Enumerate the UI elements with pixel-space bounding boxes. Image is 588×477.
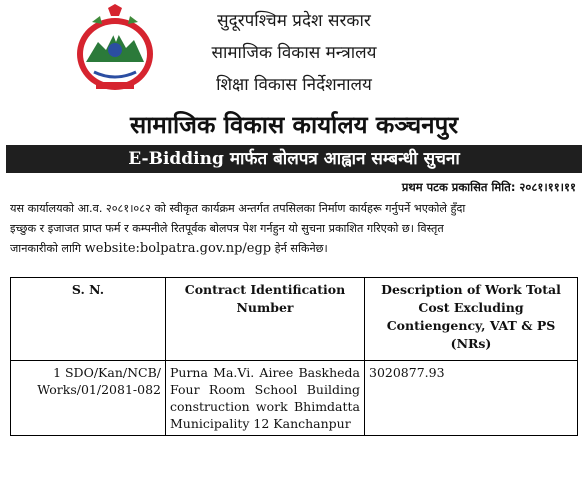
cell-sn-contract-id: 1 SDO/Kan/NCB/ Works/01/2081-082 bbox=[11, 361, 166, 436]
table-header-row bbox=[11, 278, 578, 361]
website-link[interactable]: website:bolpatra.gov.np/egp bbox=[84, 241, 272, 256]
header-sn: S. N. bbox=[11, 278, 166, 361]
notice-paragraph bbox=[10, 199, 578, 259]
notice-line-3-suffix: हेर्न सकिनेछ। bbox=[271, 242, 328, 255]
banner-english-text: E-Bidding bbox=[128, 149, 224, 169]
bid-table bbox=[10, 277, 578, 436]
notice-line-3 bbox=[10, 239, 578, 259]
directorate-name-line: शिक्षा विकास निर्देशनालय bbox=[216, 75, 372, 95]
ministry-name-line: सामाजिक विकास मन्त्रालय bbox=[211, 43, 377, 63]
published-date: प्रथम पटक प्रकासित मिति: २०८१।११।११ bbox=[401, 180, 576, 194]
office-title: सामाजिक विकास कार्यालय कञ्चनपुर bbox=[129, 111, 459, 139]
header-description: Description of Work Total Cost Excluding Contiengency, VAT & PS (NRs) bbox=[365, 278, 578, 361]
notice-line-3-prefix: जानकारीको लागि bbox=[10, 242, 85, 255]
cell-total-cost: 3020877.93 bbox=[365, 361, 578, 436]
cell-work-description: Purna Ma.Vi. Airee Baskheda Four Room School Building construction work Bhimdatta Municipality 12 Kanchanpur bbox=[166, 361, 365, 436]
notice-line-1: यस कार्यालयको आ.व. २०८१।०८२ को स्वीकृत कार्यक्रम अन्तर्गत तपसिलका निर्माण कार्यहरू गर्नुपर्ने भएकोले हुँदा bbox=[10, 202, 466, 215]
ministry-province-line: सुदूरपश्चिम प्रदेश सरकार bbox=[217, 11, 371, 31]
notice-banner bbox=[6, 145, 582, 173]
banner-nepali-text: मार्फत बोलपत्र आह्वान सम्बन्धी सुचना bbox=[229, 149, 460, 169]
notice-line-2: इच्छुक र इजाजत प्राप्त फर्म र कम्पनीले रितपूर्वक बोलपत्र पेश गर्नहुन यो सुचना प्रकाशित गरिएको छ। विस्तृत bbox=[10, 222, 444, 235]
table-row bbox=[11, 361, 578, 436]
header-contract-id: Contract Identification Number bbox=[166, 278, 365, 361]
